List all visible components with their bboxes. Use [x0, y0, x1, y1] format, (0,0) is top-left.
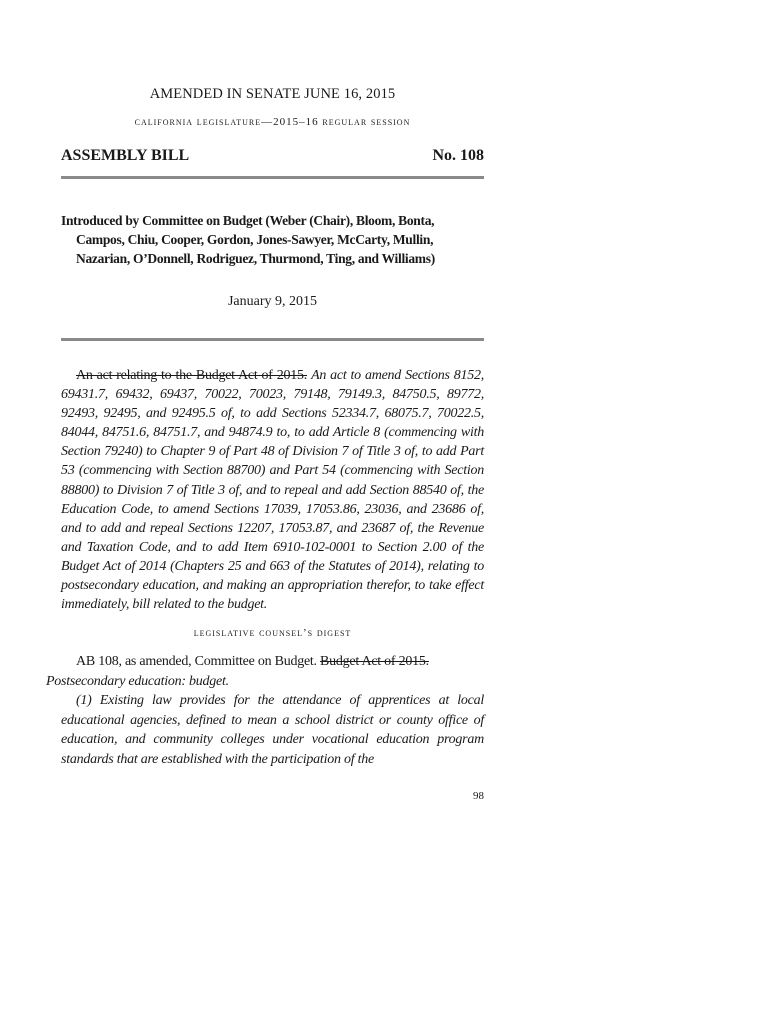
session-line: california legislature—2015–16 regular session: [134, 116, 411, 128]
introduced-by: [61, 211, 484, 268]
digest-heading: legislative counsel’s digest: [193, 627, 352, 639]
page-number: 98: [473, 790, 484, 802]
bill-title: [61, 366, 484, 614]
introduction-date: January 9, 2015: [227, 294, 318, 309]
digest-intro: [46, 652, 484, 691]
bill-type: ASSEMBLY BILL: [61, 147, 190, 164]
digest-paragraph-1: [61, 691, 484, 769]
digest-struck: Budget Act of 2015.: [320, 654, 429, 669]
amendment-notice: AMENDED IN SENATE JUNE 16, 2015: [149, 86, 396, 102]
digest-lead: AB 108, as amended, Committee on Budget.: [76, 654, 317, 669]
bill-number: No. 108: [432, 147, 484, 164]
digest-paragraph-1-text: (1) Existing law provides for the attendance of apprentices at local educational agencies, defined to mean a school district or county office of education, and community colleges under vocational education program standards that are established with the participation of the: [61, 693, 484, 767]
legislative-digest: [46, 652, 484, 769]
bill-heading: [61, 147, 484, 165]
amended-title: An act to amend Sections 8152, 69431.7, 69432, 69437, 70022, 70023, 79148, 79149.3, 84750.5, 89772, 92493, 92495, and 92495.5 of, to add Sections 52334.7, 68075.7, 70022.5, 84044, 84751.6, 84751.7, and 94874.9 to, to add Article 8 (commencing with Section 79240) to Chapter 9 of Part 48 of Division 7 of Title 3 of, to add Part 53 (commencing with Section 88700) and Part 54 (commencing with Section 88800) to Division 7 of Title 3 of, and to repeal and add Section 88540 of, the Education Code, to amend Sections 17039, 17053.86, 23036, and 23686 of, and to add and repeal Sections 12207, 17053.87, and 23687 of, the Revenue and Taxation Code, and to add Item 6910-102-0001 to Section 2.00 of the Budget Act of 2014 (Chapters 25 and 663 of the Statutes of 2014), relating to postsecondary education, and making an appropriation therefor, to take effect immediately, bill related to the budget.: [61, 368, 485, 613]
top-rule: [61, 176, 484, 179]
digest-subject: Postsecondary education: budget.: [46, 673, 229, 689]
second-rule: [61, 338, 484, 341]
introduced-by-line-1: Introduced by Committee on Budget (Weber (Chair), Bloom, Bonta,: [61, 213, 435, 228]
introduced-by-line-3: Nazarian, O’Donnell, Rodriguez, Thurmond, Ting, and Williams): [76, 251, 435, 266]
introduced-by-line-2: Campos, Chiu, Cooper, Gordon, Jones-Sawyer, McCarty, Mullin,: [76, 232, 434, 247]
struck-title: An act relating to the Budget Act of 2015.: [76, 368, 308, 383]
